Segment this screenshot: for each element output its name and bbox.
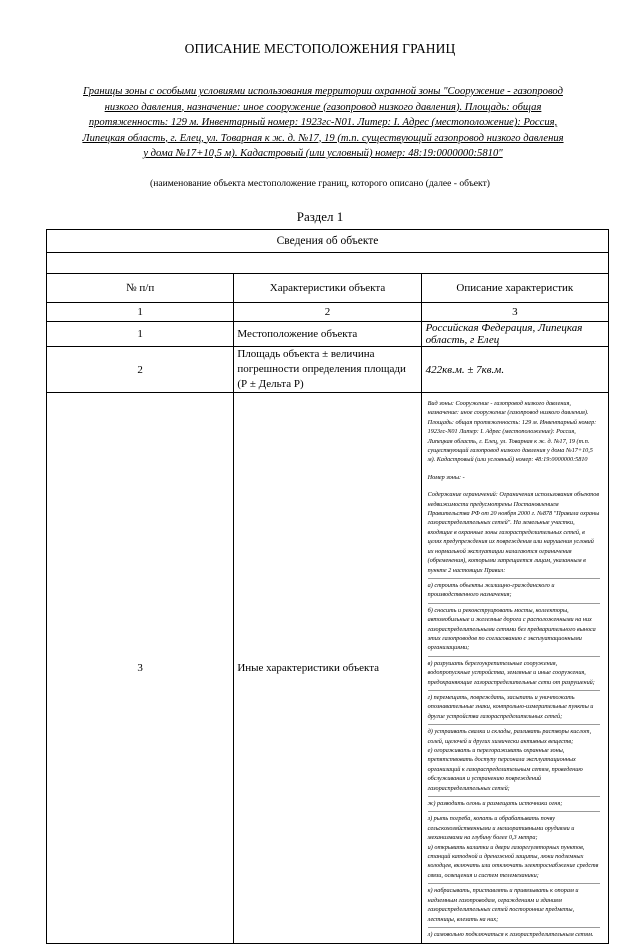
detail-paragraph: Содержание ограничений: Ограничения использования объектов недвижимости предусмотрены Постановлением Правительства РФ от 20 ноября 2000 г. №878 "Правила охраны газораспределительных сетей". На земельные участки, входящие в охранные зоны газораспределительных сетей, в целях предупреждения их повреждения или нарушения условий их нормальной эксплуатации налагаются ограничения (обременения), которыми запрещается лицам, указанным в пункте 2 настоящих Правил: — [427, 491, 600, 574]
object-info-table — [46, 229, 609, 944]
subject-line: Границы зоны с особыми условиями использования территории охранной зоны "Сооружение - газопровод — [83, 86, 563, 97]
detail-paragraph: Вид зоны: Сооружение - газопровод низкого давления, назначение: иное сооружение (газопровод низкого давления). Площадь: общая протяженность: 129 м. Инвентарный номер: 1923гс-N01 Литер: I. Адрес (местоположение): Россия, Липецкая область, г. Елец, ул. Товарная к ж. д. №17, 19 (т.п. существующий газопровод низкого давления у дома №17+10,5 м). Кадастровый (или условный) номер: 48:19:0000000:5810 — [427, 400, 597, 464]
col-index-2: 2 — [234, 303, 421, 322]
row-characteristic-line: Площадь объекта ± величина — [237, 348, 375, 360]
divider — [428, 811, 600, 812]
col-index-3: 3 — [421, 303, 608, 322]
detail-paragraph: е) огораживать и перегораживать охранные зоны, препятствовать доступу персонала эксплуатационных организаций к газораспределительным сетям, проведению обслуживания и устранению повреждений газораспределительных сетей; — [427, 747, 583, 792]
table-row — [47, 393, 609, 944]
divider — [428, 796, 600, 797]
section-title: Раздел 1 — [296, 209, 344, 224]
blank-row — [47, 253, 609, 274]
detail-paragraph: д) устраивать свалки и склады, разливать растворы кислот, солей, щелочей и других химически активных веществ; — [427, 728, 592, 745]
detail-paragraph: Номер зоны: - — [427, 473, 465, 481]
detail-paragraph: ж) разводить огонь и размещать источники огня; — [427, 800, 563, 808]
divider — [428, 883, 600, 884]
detail-paragraph: б) сносить и реконструировать мосты, коллекторы, автомобильные и железные дороги с расположенными на них газораспределительными сетями без предварительного выноса этих газопроводов по согласованию с эксплуатационными организациями; — [427, 606, 596, 652]
table-row — [47, 322, 609, 347]
document-title: ОПИСАНИЕ МЕСТОПОЛОЖЕНИЯ ГРАНИЦ — [184, 41, 456, 56]
col-header-description: Описание характеристик — [421, 274, 608, 303]
row-characteristic-line: погрешности определения площади — [237, 363, 406, 375]
object-subject — [40, 84, 606, 162]
col-header-num: № п/п — [47, 274, 234, 303]
subject-line: Липецкая область, г. Елец, ул. Товарная к ж. д. №17, 19 (т.п. существующий газопровод низкого давления — [82, 132, 564, 144]
row-details — [421, 393, 608, 944]
detail-paragraph: и) открывать калитки и двери газорегуляторных пунктов, станций катодной и дренажной защиты, люки подземных колодцев, включать или отключать электроснабжение средств связи, освещения и систем телемеханики; — [427, 843, 599, 879]
row-value: 422кв.м. ± 7кв.м. — [421, 347, 608, 393]
row-characteristic: Местоположение объекта — [234, 322, 421, 347]
subject-line: протяженность: 129 м. Инвентарный номер: 1923гс-N01. Литер: I. Адрес (местоположение): Россия, — [88, 117, 558, 128]
row-number: 1 — [47, 322, 234, 347]
row-characteristic — [234, 347, 421, 393]
divider — [428, 578, 600, 579]
subject-line: низкого давления, назначение: иное сооружение (газопровод низкого давления). Площадь: общая — [104, 101, 542, 113]
col-header-characteristic: Характеристики объекта — [234, 274, 421, 303]
row-value: Российская Федерация, Липецкая область, г Елец — [421, 322, 608, 347]
table-header: Сведения об объекте — [47, 230, 609, 253]
divider — [428, 656, 600, 657]
row-characteristic: Иные характеристики объекта — [234, 393, 421, 944]
row-number: 2 — [47, 347, 234, 393]
detail-paragraph: з) рыть погреба, копать и обрабатывать почву сельскохозяйственными и мелиоративными орудиями и механизмами на глубину более 0,3 метра; — [427, 815, 575, 842]
detail-paragraph: г) перемещать, повреждать, засыпать и уничтожать опознавательные знаки, контрольно-измерительные пункты и другие устройства газораспределительных сетей; — [427, 693, 594, 720]
col-index-1: 1 — [47, 303, 234, 322]
detail-paragraph: л) самовольно подключаться к газораспределительным сетям. — [427, 930, 594, 938]
detail-paragraph: а) строить объекты жилищно-гражданского и производственного назначения; — [427, 581, 555, 599]
table-row — [47, 347, 609, 393]
divider — [428, 690, 600, 691]
divider — [428, 927, 600, 928]
row-number: 3 — [47, 393, 234, 944]
object-caption: (наименование объекта местоположение границ, которого описано (далее - объект) — [150, 178, 490, 189]
row-characteristic-line: (Р ± Дельта Р) — [237, 378, 304, 390]
detail-paragraph: в) разрушать берегоукрепительные сооружения, водопропускные устройства, земляные и иные сооружения, предохраняющие газораспределительные сети от разрушений; — [427, 659, 595, 686]
divider — [428, 603, 600, 604]
detail-paragraph: к) набрасывать, приставлять и привязывать к опорам и надземным газопроводам, ограждениям и зданиям газораспределительных сетей посторонние предметы, лестницы, влезать на них; — [427, 887, 579, 923]
divider — [428, 724, 600, 725]
subject-line: у дома №17+10,5 м). Кадастровый (или условный) номер: 48:19:0000000:5810" — [143, 148, 503, 159]
